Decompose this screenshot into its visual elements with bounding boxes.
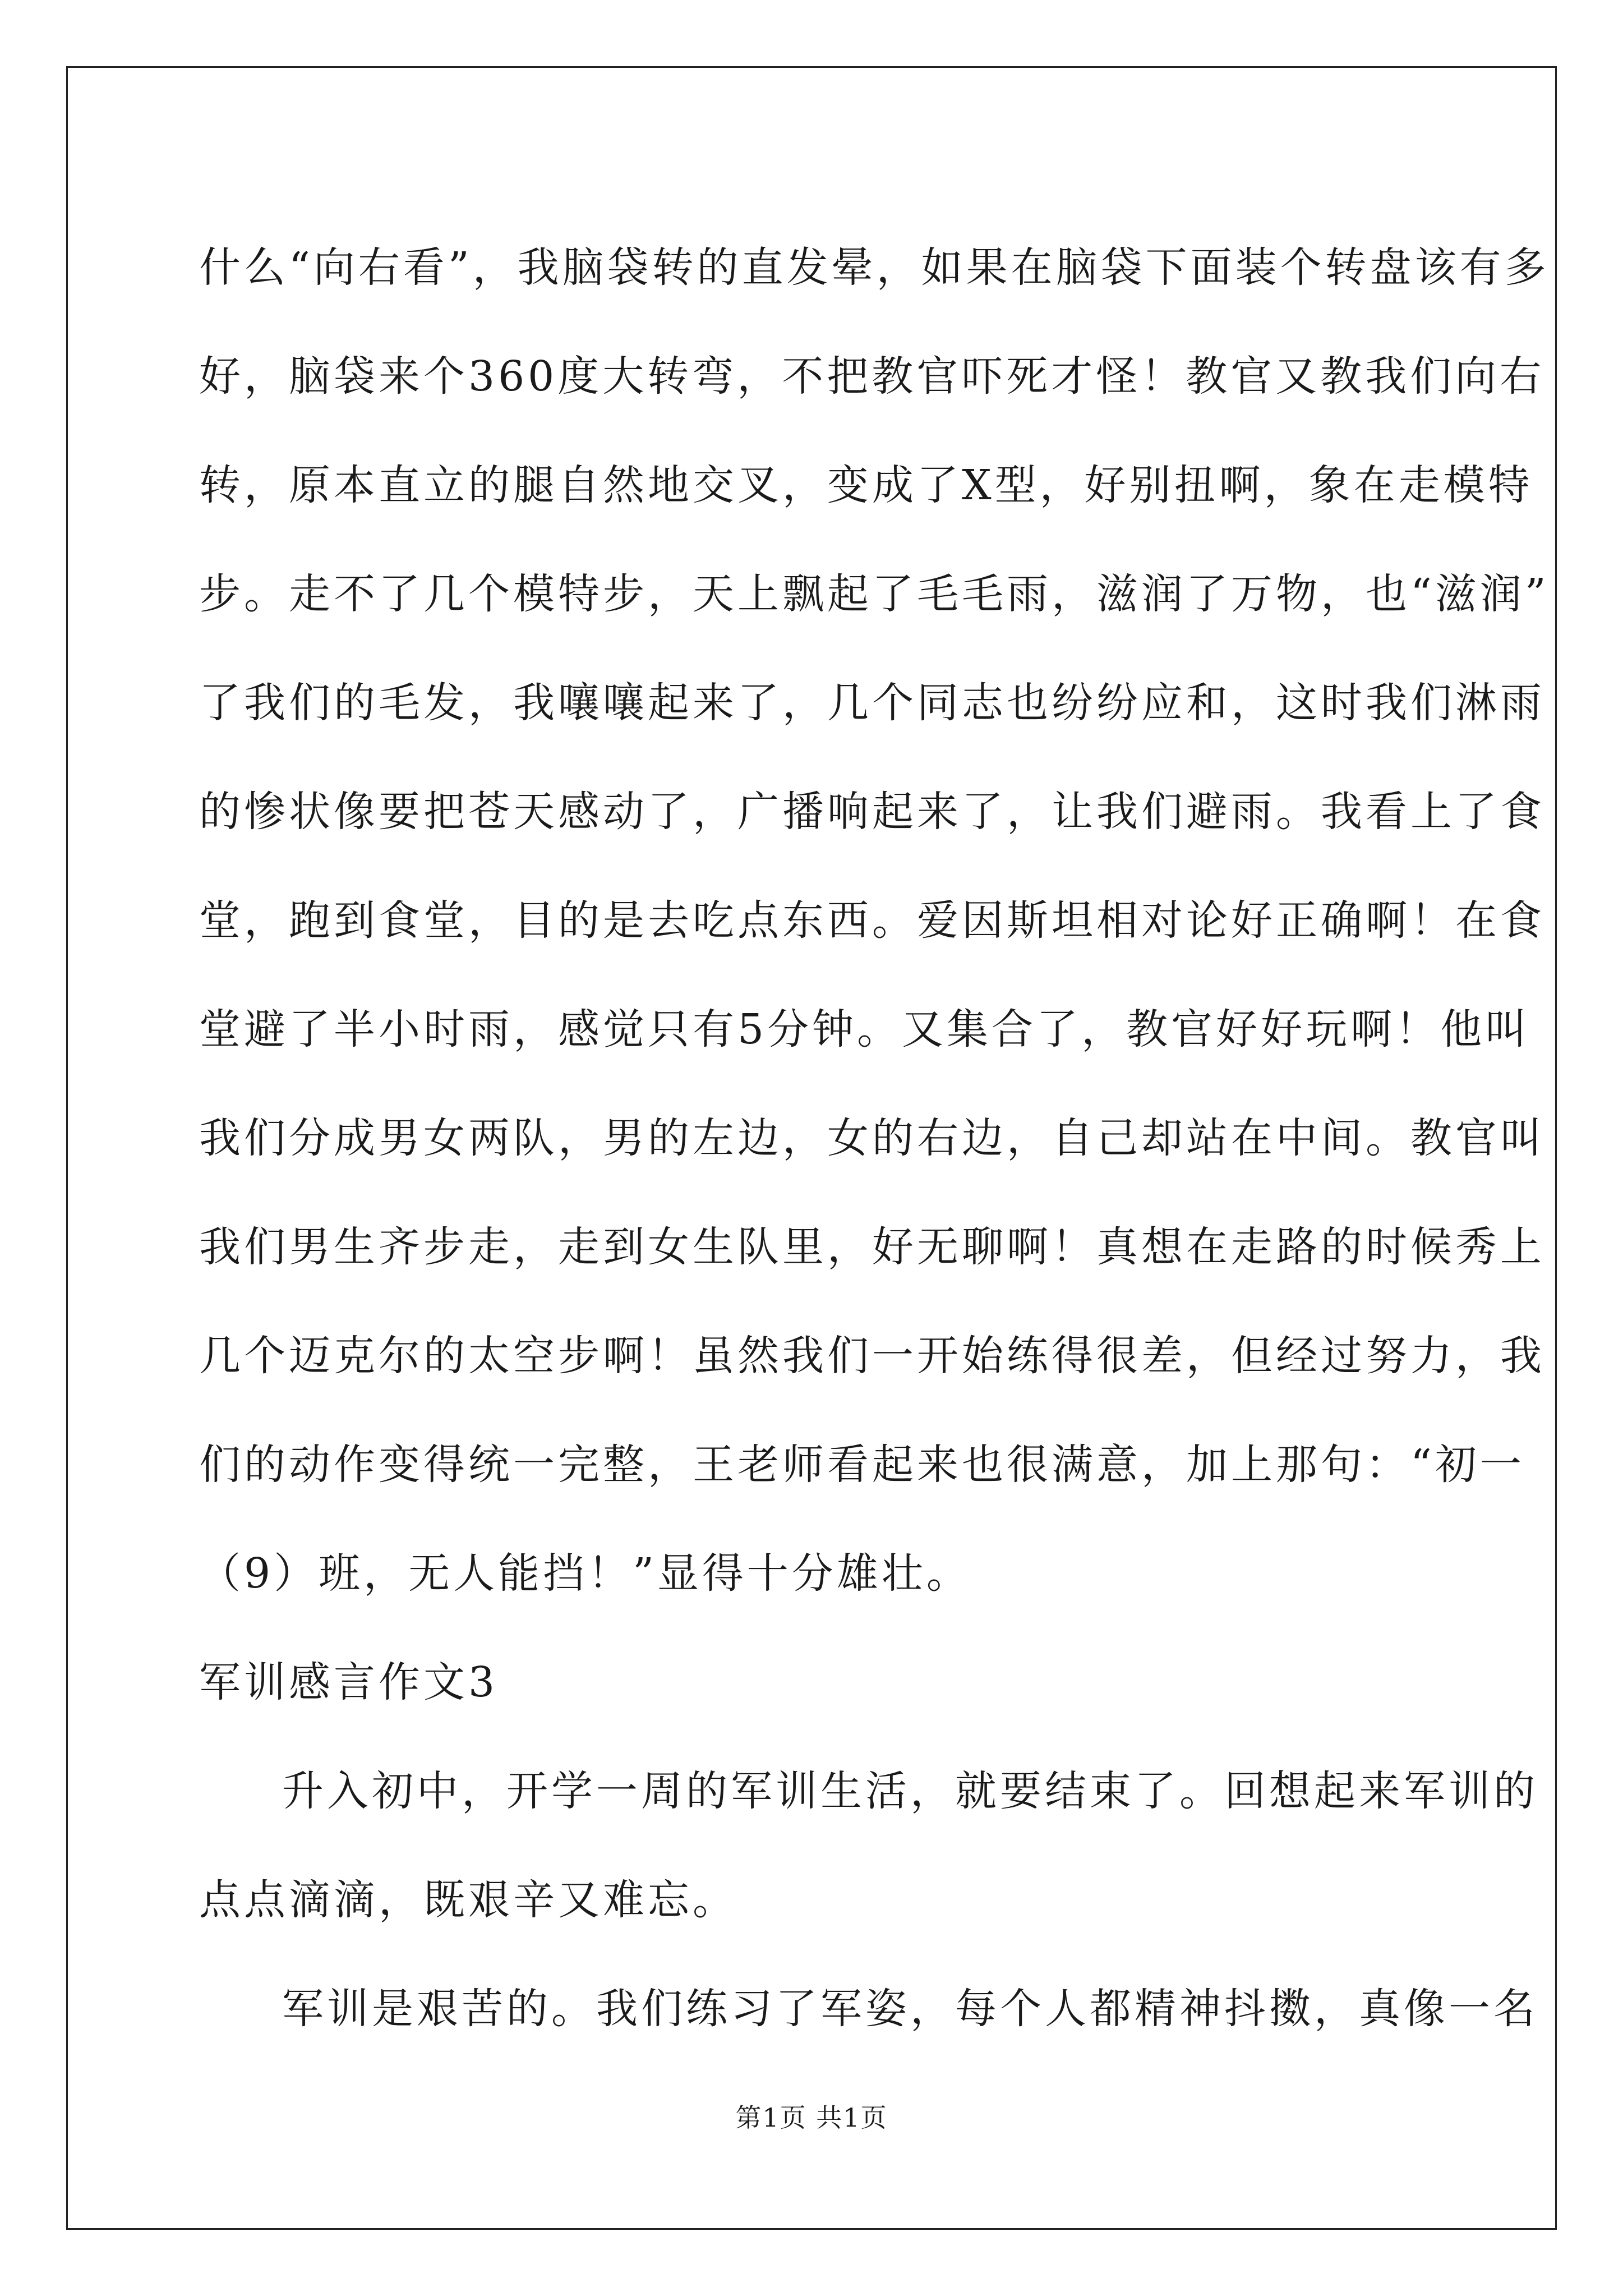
text-line: 好，脑袋来个360度大转弯，不把教官吓死才怪！教官又教我们向右 xyxy=(199,352,1545,401)
text-line: （9）班，无人能挡！”显得十分雄壮。 xyxy=(199,1549,971,1598)
text-line: 几个迈克尔的太空步啊！虽然我们一开始练得很差，但经过努力，我 xyxy=(199,1332,1545,1380)
paragraph-first-line: 军训是艰苦的。我们练习了军姿，每个人都精神抖擞，真像一名 xyxy=(282,1985,1538,2033)
text-line: 我们男生齐步走，走到女生队里，好无聊啊！真想在走路的时候秀上 xyxy=(199,1223,1545,1271)
section-heading: 军训感言作文3 xyxy=(199,1658,499,1706)
text-line: 们的动作变得统一完整，王老师看起来也很满意，加上那句：“初一 xyxy=(199,1441,1525,1489)
text-line: 的惨状像要把苍天感动了，广播响起来了，让我们避雨。我看上了食 xyxy=(199,788,1545,836)
text-line: 点点滴滴，既艰辛又难忘。 xyxy=(199,1876,737,1924)
text-line: 了我们的毛发，我嚷嚷起来了，几个同志也纷纷应和，这时我们淋雨 xyxy=(199,679,1545,727)
text-line: 什么“向右看”，我脑袋转的直发晕，如果在脑袋下面装个转盘该有多 xyxy=(199,243,1550,292)
paragraph-first-line: 升入初中，开学一周的军训生活，就要结束了。回想起来军训的 xyxy=(282,1767,1538,1815)
page-footer: 第1页 共1页 xyxy=(735,2102,888,2133)
text-line: 步。走不了几个模特步，天上飘起了毛毛雨，滋润了万物，也“滋润” xyxy=(199,570,1550,618)
document-body xyxy=(199,213,1550,2063)
text-line: 转，原本直立的腿自然地交叉，变成了X型，好别扭啊，象在走模特 xyxy=(199,461,1533,509)
text-line: 堂，跑到食堂，目的是去吃点东西。爱因斯坦相对论好正确啊！在食 xyxy=(199,896,1545,945)
text-line: 我们分成男女两队，男的左边，女的右边，自己却站在中间。教官叫 xyxy=(199,1114,1545,1162)
text-line: 堂避了半小时雨，感觉只有5分钟。又集合了，教官好好玩啊！他叫 xyxy=(199,1005,1530,1053)
